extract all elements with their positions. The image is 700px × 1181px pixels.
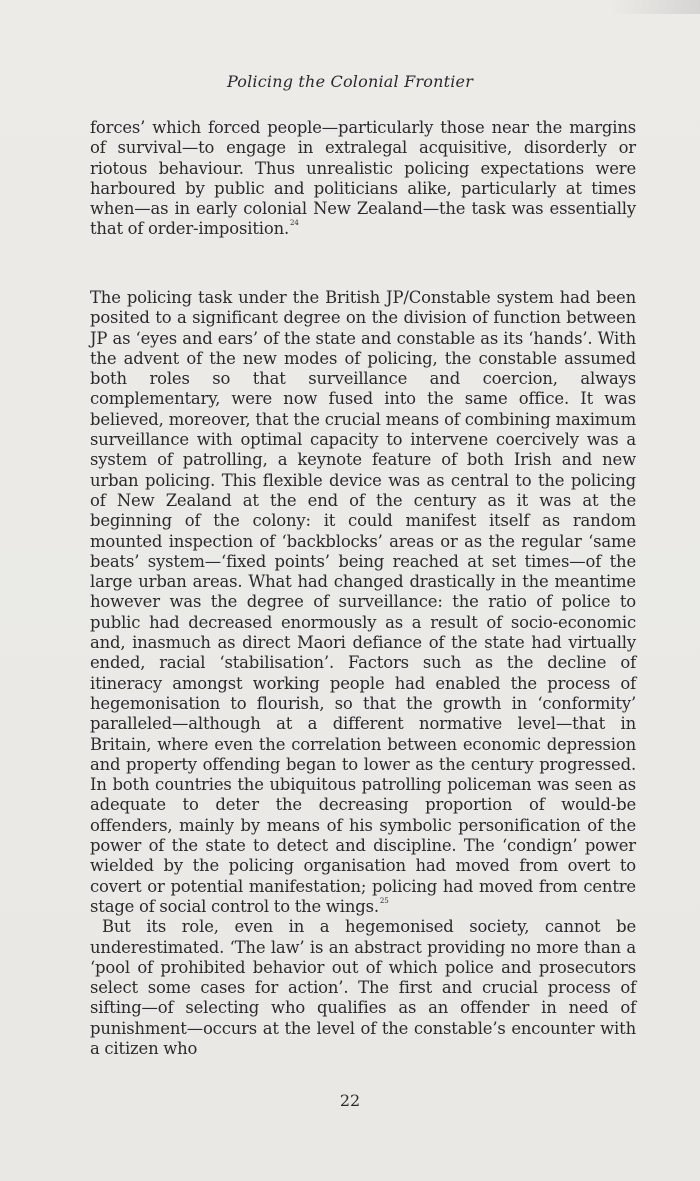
paragraph-3-text: But its role, even in a hegemonised society, cannot be underestimated. ‘The law’ is an abstract providing no more than a ‘pool of prohibited behavior out of which police and prosecutors select some cases for action’. The first and crucial process of sifting—of selecting who qualifies as an offender in need of punishment—occurs at the level of the constable’s encounter with a citizen who [90, 917, 636, 1058]
paragraph-3 [90, 917, 636, 1059]
footnote-marker: 25 [379, 896, 389, 905]
paragraph-1 [90, 118, 636, 240]
running-head: Policing the Colonial Frontier [226, 72, 474, 91]
paragraph-1-text: forces’ which forced people—particularly those near the margins of survival—to engage in extralegal acquisitive, disorderly or riotous behaviour. Thus unrealistic policing expectations were harboured by public and politicians alike, particularly at times when—as in early colonial New Zealand—the task was essentially that of order-imposition. [90, 118, 636, 239]
page-number: 22 [339, 1091, 361, 1110]
paragraph-2 [90, 288, 636, 917]
paragraph-2-text: The policing task under the British JP/Constable system had been posited to a significant degree on the division of function between JP as ‘eyes and ears’ of the state and constable as its ‘hands’. With the advent of the new modes of policing, the constable assumed both roles so that surveillance and coercion, always complementary, were now fused into the same office. It was believed, moreover, that the crucial means of combining maximum surveillance with optimal capacity to intervene coercively was a system of patrolling, a keynote feature of both Irish and new urban policing. This flexible device was as central to the policing of New Zealand at the end of the century as it was at the beginning of the colony: it could manifest itself as random mounted inspection of ‘backblocks’ areas or as the regular ‘same beats’ system—‘fixed points’ being reached at set times—of the large urban areas. What had changed drastically in the meantime however was the degree of surveillance: the ratio of police to public had decreased enormously as a result of socio-economic and, inasmuch as direct Maori defiance of the state had virtually ended, racial ‘stabilisation’. Factors such as the decline of itineracy amongst working people had enabled the process of hegemonisation to flourish, so that the growth in ‘conformity’ paralleled—although at a different normative level—that in Britain, where even the correlation between economic depression and property offending began to lower as the century progressed. In both countries the ubiquitous patrolling policeman was seen as adequate to deter the decreasing proportion of would-be offenders, mainly by means of his symbolic personification of the power of the state to detect and discipline. The ‘condign’ power wielded by the policing organisation had moved from overt to covert or potential manifestation; policing had moved from centre stage of social control to the wings. [90, 288, 636, 916]
footnote-marker: 24 [290, 219, 299, 228]
text-block-top [90, 118, 636, 240]
page-edge-shadow [610, 0, 700, 14]
text-block-main [90, 288, 636, 1059]
